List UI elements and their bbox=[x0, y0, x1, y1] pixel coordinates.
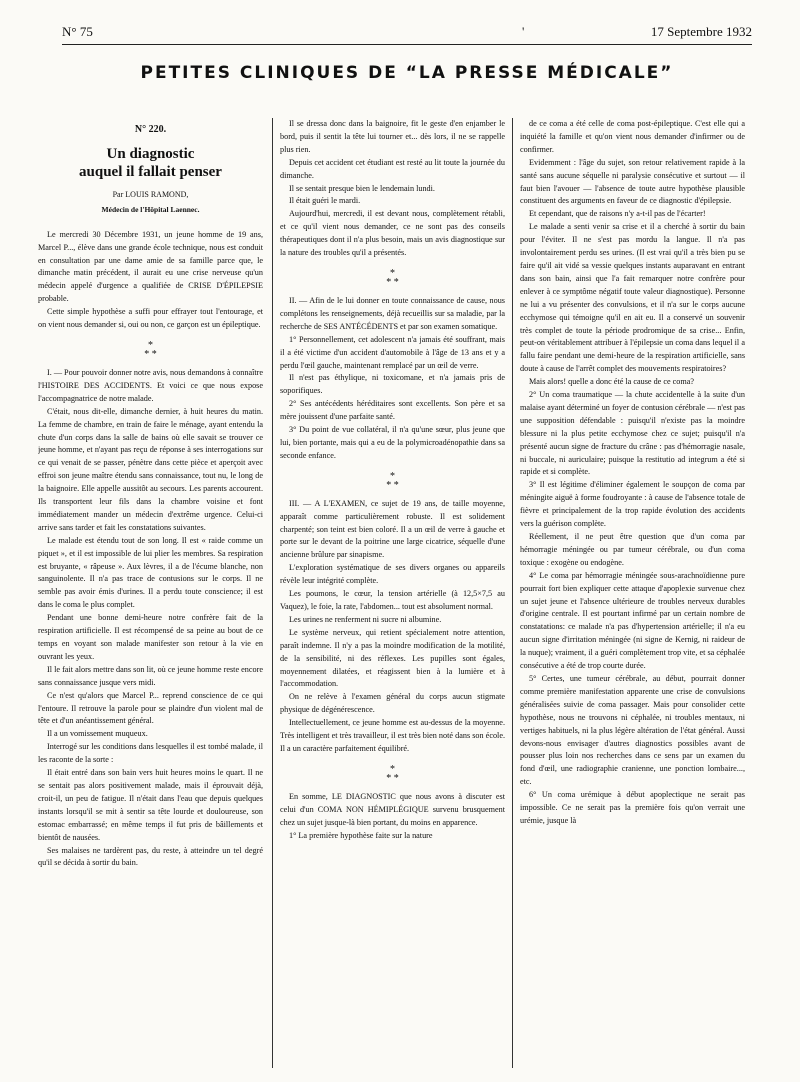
paragraph: 2° Ses antécédents héréditaires sont excellents. Son père et sa mère jouissent d'une parfaite santé. bbox=[280, 399, 505, 422]
paragraph: Les urines ne renferment ni sucre ni albumine. bbox=[289, 614, 442, 624]
column-rule-1 bbox=[272, 118, 273, 1068]
paragraph: Depuis cet accident cet étudiant est resté au lit toute la journée du dimanche. bbox=[280, 157, 505, 180]
article-affiliation: Médecin de l'Hôpital Laennec. bbox=[101, 204, 200, 214]
paragraph: On ne relève à l'examen général du corps aucun stigmate physique de dégénérescence. bbox=[280, 692, 505, 715]
paragraph: C'était, nous dit-elle, dimanche dernier, à huit heures du matin. La femme de chambre, en train de faire le ménage, ayant entendu la chute d'un corps dans la salle de bains où elle savait se trouver ce jeune homme, et n'ayant pas reçu de réponse à ses interrogations sur ce qui venait de se passer, pénètre dans cette pièce et aperçoit avec effroi son jeune maître étendu sans connaissance, tout nu, le long de la baignoire. Elle appelle aussitôt au secours. Les parents accourent. Ils transportent leur fils dans la chambre voisine et font immédiatement mander un médecin d'extrême urgence. Celui-ci arrive sans tarder et fait les constatations suivantes. bbox=[38, 406, 263, 532]
column-2 bbox=[280, 118, 505, 1068]
paragraph: III. — A L'EXAMEN, ce sujet de 19 ans, de taille moyenne, apparaît comme particulièrement robuste. Il est solidement charpenté; son teint est bien coloré. Il a un œil de verre à gauche et porte sur le devant de la poitrine une large cicatrice, séquelle d'une ancienne brûlure par sinapisme. bbox=[280, 498, 505, 560]
section-separator: * * * bbox=[144, 339, 157, 360]
section-separator: * * * bbox=[386, 763, 399, 784]
paragraph: Ses malaises ne tardèrent pas, du reste, à atteindre un tel degré qu'il se décida à sortir du bain. bbox=[38, 845, 263, 868]
column-3-body bbox=[520, 118, 745, 828]
article-title-line2: auquel il fallait penser bbox=[79, 163, 222, 180]
paragraph: Pendant une bonne demi-heure notre confrère fait de la respiration artificielle. Il est récompensé de sa peine au bout de ce temps en voyant son malade manifester son retour à la vie en ouvrant les yeux. bbox=[38, 613, 263, 661]
paragraph: 6° Un coma urémique à début apoplectique ne serait pas impossible. Ce ne serait pas la première fois qu'on verrait une urémie, jusque là bbox=[520, 790, 745, 825]
paragraph: Il a un vomissement muqueux. bbox=[47, 729, 148, 739]
paragraph: 1° La première hypothèse faite sur la nature bbox=[289, 830, 433, 840]
paragraph: 5° Certes, une tumeur cérébrale, au début, pourrait donner comme première manifestation apparente une crise de convulsions généralisées suivie de coma passager. Mais pour consolider cette hypothèse, nous ne trouvons ni céphalée, ni troubles mentaux, ni vertiges habituels, ni la plus légère altération de l'état général. Aussi devons-nous envisager d'autres diagnostics possibles avant de pousser plus loin nos recherches dans ce sens par un examen du fond d'œil, une radiographie cranienne, une ponction lombaire..., etc. bbox=[520, 673, 745, 787]
header-mark: ' bbox=[522, 24, 525, 39]
paragraph: Il le fait alors mettre dans son lit, où ce jeune homme reste encore sans connaissance jusque vers midi. bbox=[38, 664, 263, 687]
paragraph: Ce n'est qu'alors que Marcel P... reprend conscience de ce qui l'entoure. Il retrouve la parole pour se plaindre d'un violent mal de tête et d'un anéantissement général. bbox=[38, 690, 263, 726]
section-separator: * * * bbox=[386, 470, 399, 491]
article-author: Par LOUIS RAMOND, bbox=[112, 189, 189, 199]
article-number: N° 220. bbox=[134, 124, 167, 135]
column-3 bbox=[520, 118, 745, 1068]
paragraph: Mais alors! quelle a donc été la cause de ce coma? bbox=[529, 377, 695, 387]
paragraph: 3° Du point de vue collatéral, il n'a qu'une sœur, plus jeune que lui, bien portante, mais qui a eu de la polymicroadénopathie dans sa seconde enfance. bbox=[280, 425, 505, 460]
paragraph: Interrogé sur les conditions dans lesquelles il est tombé malade, il les raconte de la sorte : bbox=[38, 742, 263, 765]
paragraph: Les poumons, le cœur, la tension artérielle (à 12,5×7,5 au Vaquez), le foie, la rate, l'abdomen... tout est absolument normal. bbox=[280, 589, 505, 611]
paragraph: Il était entré dans son bain vers huit heures moins le quart. Il ne se sentait pas alors positivement malade, mais il éprouvait déjà, croit-il, un peu de fatigue. Il n'était dans l'eau que depuis quelques instants lorsqu'il se mit à sentir sa tête lourde et douloureuse, son estomac embarrassé; en même temps il fut pris de bâillements et bientôt de nausées. bbox=[38, 768, 263, 842]
article-title bbox=[38, 145, 263, 181]
paragraph: Réellement, il ne peut être question que d'un coma par hémorragie méningée ou par tumeur cérébrale, ou d'un coma toxique : exogène ou endogène. bbox=[520, 532, 745, 567]
paragraph: 1° Personnellement, cet adolescent n'a jamais été souffrant, mais il a été victime d'un accident d'automobile à l'âge de 13 ans et y a perdu l'œil gauche, maintenant remplacé par un œil de verre. bbox=[280, 334, 505, 370]
paragraph: Il se dressa donc dans la baignoire, fit le geste d'en enjamber le bord, puis il sentit la tête lui tourner et... dès lors, il ne se rappelle plus rien. bbox=[280, 119, 505, 154]
paragraph: Il se sentait presque bien le lendemain lundi. bbox=[289, 183, 435, 193]
paragraph: Le système nerveux, qui retient spécialement notre attention, paraît indemne. Il n'y a pas la moindre modification de la motilité, de la sensibilité, ni des réflexes. Les pupilles sont égales, moyennement dilatées, et réagissent bien à la lumière et à l'accommodation. bbox=[280, 627, 505, 689]
paragraph: Et cependant, que de raisons n'y a-t-il pas de l'écarter! bbox=[529, 209, 706, 219]
paragraph: Evidemment : l'âge du sujet, son retour relativement rapide à la santé sans aucune séquelle ni paralysie consécutive et surtout — il faut bien l'avouer — l'absence de toute autre hypothèse plausible constituent des arguments en faveur de ce diagnostic d'épilepsie. bbox=[520, 157, 745, 206]
article-title-line1: Un diagnostic bbox=[106, 145, 195, 162]
paragraph: Cette simple hypothèse a suffi pour effrayer tout l'entourage, et on vient nous demander si, oui ou non, ce garçon est un épileptique. bbox=[38, 307, 263, 330]
paragraph: Intellectuellement, ce jeune homme est au-dessus de la moyenne. Très intelligent et très travailleur, il est très bien noté dans son école. Il a un caractère parfaitement équilibré. bbox=[280, 718, 505, 753]
paragraph: L'exploration systématique de ses divers organes ou appareils révèle leur intégrité complète. bbox=[280, 563, 505, 586]
issue-date: 17 Septembre 1932 bbox=[650, 24, 752, 39]
issue-number: N° 75 bbox=[62, 24, 93, 39]
column-1-body bbox=[38, 229, 263, 871]
paragraph: I. — Pour pouvoir donner notre avis, nous demandons à connaître l'HISTOIRE DES ACCIDENTS. Et voici ce que nous expose l'accompagnatrice de notre malade. bbox=[38, 367, 263, 403]
column-rule-2 bbox=[512, 118, 513, 1068]
paragraph: Le mercredi 30 Décembre 1931, un jeune homme de 19 ans, Marcel P..., élève dans une grande école technique, nous est conduit en consultation par une dame amie de sa famille parce que, le dimanche matin précédent, il aurait eu une crise nerveuse qu'un médecin appelé d'urgence a qualifiée de CRISE D'ÉPILEPSIE probable. bbox=[38, 229, 263, 304]
paragraph: 3° Il est légitime d'éliminer également le soupçon de coma par méningite aiguë à forme foudroyante : à cause de l'absence totale de fièvre et principalement de la trop rapide évolution des accidents vers la guérison complète. bbox=[520, 480, 745, 529]
paragraph: 2° Un coma traumatique — la chute accidentelle à la suite d'un malaise ayant déterminé un foyer de contusion cérébrale — n'est pas une supposition défendable : puisqu'il n'existe pas la moindre blessure ni la plus petite ecchymose chez ce sujet; puisqu'il n'a présenté aucun signe de fracture du crâne : pas d'hémorragie nasale, ni buccale, ni auriculaire; puisque la restitutio ad integrum a été si rapide et si complète. bbox=[520, 390, 745, 477]
paragraph: Aujourd'hui, mercredi, il est devant nous, complètement rétabli, et ce qu'il vient nous demander, ce ne sont pas des conseils thérapeutiques dont il n'a plus besoin, mais un avis diagnostique sur la nature des troubles qu'il a présentés. bbox=[280, 209, 505, 258]
masthead-title: PETITES CLINIQUES DE “LA PRESSE MÉDICALE” bbox=[140, 63, 674, 83]
paragraph: de ce coma a été celle de coma post-épileptique. C'est elle qui a inquiété la famille et qu'on vient nous demander d'infirmer ou de confirmer. bbox=[520, 119, 745, 154]
paragraph: En somme, LE DIAGNOSTIC que nous avons à discuter est celui d'un COMA NON HÉMIPLÉGIQUE survenu brusquement chez un sujet jusque-là bien portant, du moins en apparence. bbox=[280, 791, 505, 827]
section-separator: * * * bbox=[386, 267, 399, 288]
paragraph: Le malade est étendu tout de son long. Il est « raide comme un piquet », et il est impossible de lui plier les membres. Sa respiration est bruyante, « râpeuse ». Aux lèvres, il a de l'écume blanche, non sanguinolente. Il n'a pas trace de contusions sur le corps. Il ne semble pas avoir émis d'urines. Il a perdu toute conscience; il est dans le coma le plus complet. bbox=[38, 535, 263, 610]
column-1 bbox=[38, 118, 263, 1068]
page-header bbox=[62, 22, 752, 45]
paragraph: II. — Afin de le lui donner en toute connaissance de cause, nous complétons les renseignements, déjà recueillis sur sa maladie, par la recherche de SES ANTÉCÉDENTS et par son examen somatique. bbox=[280, 295, 505, 331]
paragraph: Il était guéri le mardi. bbox=[289, 196, 361, 206]
paragraph: Il n'est pas éthylique, ni toxicomane, et n'a jamais pris de soporifiques. bbox=[280, 373, 505, 396]
paragraph: Le malade a senti venir sa crise et il a cherché à sortir du bain pour l'éviter. Il ne s'est pas mordu la langue. Il n'a pas involontairement perdu ses urines. (Il est vrai qu'il a très bien pu se faire qu'il ait vidé sa vessie quelques instants auparavant en entrant dans son bain, ainsi que l'a fait remarquer notre confrère pour enlever à ce symptôme négatif toute valeur diagnostique). Personne ne lui a vu présenter des convulsions, et il n'a sur le corps aucune ecchymose qui témoigne qu'il en ait eu. Il a conservé un souvenir très complet de toute la période prodromique de sa crise... Enfin, peut-on véritablement attribuer à l'épilepsie un coma dans lequel il a fallu faire pendant une demi-heure de la respiration artificielle, sans doute à cause de l'arrêt complet des mouvements respiratoires? bbox=[520, 222, 745, 374]
column-2-body bbox=[280, 118, 505, 843]
paragraph: 4° Le coma par hémorragie méningée sous-arachnoïdienne pure pourrait fort bien expliquer cette attaque d'apoplexie survenue chez un sujet jeune et l'absence ultérieure de troubles nerveux durables d'origine centrale. Il est pourtant infirmé par un certain nombre de constatations: ce malade n'a pas d'hypertension artérielle; il n'a eu aucun signe d'irritation méningée (ni signe de Kernig, ni raideur de la nuque); vraiment, il a guéri complètement trop vite, et sa céphalée consécutive a été de trop courte durée. bbox=[520, 570, 745, 671]
